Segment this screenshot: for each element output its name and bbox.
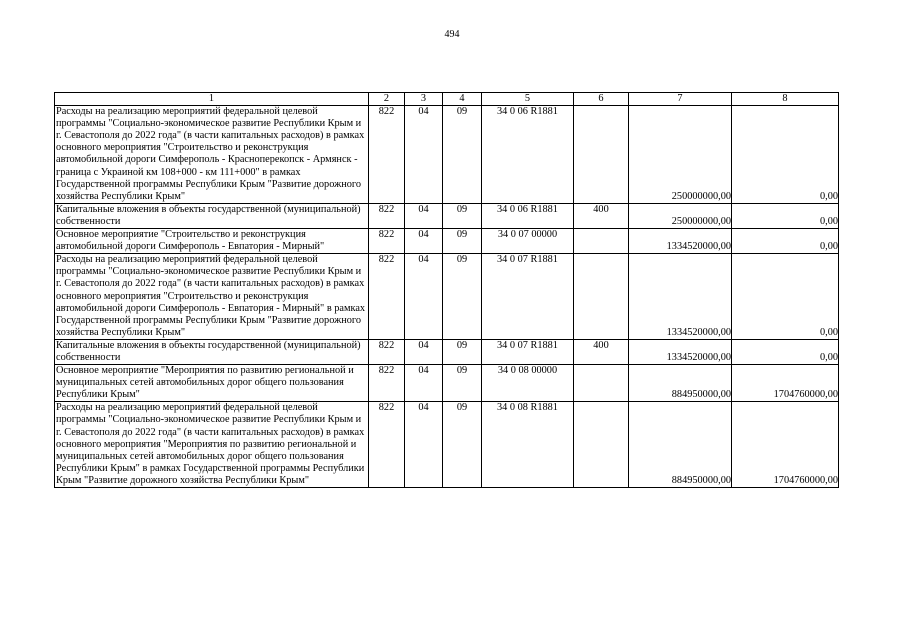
ministry-code-cell: 822: [369, 203, 405, 228]
amount-year2-cell: 0,00: [732, 339, 839, 364]
subsection-code-cell: 09: [443, 339, 482, 364]
expense-name-cell: Основное мероприятие "Строительство и реконструкция автомобильной дороги Симферополь - Евпатория - Мирный": [55, 229, 369, 254]
target-article-cell: 34 0 07 00000: [482, 229, 574, 254]
target-article-cell: 34 0 06 R1881: [482, 106, 574, 204]
amount-year1-cell: 1334520000,00: [629, 339, 732, 364]
table-row: [55, 229, 839, 254]
expense-type-cell: [574, 365, 629, 402]
expense-name-cell: Капитальные вложения в объекты государственной (муниципальной) собственности: [55, 339, 369, 364]
header-cell: 8: [732, 93, 839, 106]
ministry-code-cell: 822: [369, 339, 405, 364]
table-row: [55, 254, 839, 340]
expense-type-cell: [574, 106, 629, 204]
expense-name-cell: Основное мероприятие "Мероприятия по развитию региональной и муниципальных сетей автомобильных дорог общего пользования Республики Крым": [55, 365, 369, 402]
target-article-cell: 34 0 08 R1881: [482, 402, 574, 488]
page-number: 494: [444, 29, 460, 40]
ministry-code-cell: 822: [369, 402, 405, 488]
expense-name-cell: Расходы на реализацию мероприятий федеральной целевой программы "Социально-экономическое развитие Республики Крым и г. Севастополя до 2022 года" (в части капитальных расходов) в рамках основного мероприятия "Мероприятия по развитию региональной и муниципальных сетей автомобильных дорог общего пользования Республики Крым" в рамках Государственной программы Республики Крым "Развитие дорожного хозяйства Республики Крым": [55, 402, 369, 488]
amount-year2-cell: 0,00: [732, 254, 839, 340]
expense-type-cell: [574, 254, 629, 340]
expense-type-cell: [574, 402, 629, 488]
ministry-code-cell: 822: [369, 365, 405, 402]
amount-year2-cell: 0,00: [732, 203, 839, 228]
ministry-code-cell: 822: [369, 254, 405, 340]
amount-year2-cell: 0,00: [732, 106, 839, 204]
header-cell: 4: [443, 93, 482, 106]
header-cell: 1: [55, 93, 369, 106]
table-row: [55, 365, 839, 402]
section-code-cell: 04: [405, 254, 443, 340]
subsection-code-cell: 09: [443, 203, 482, 228]
target-article-cell: 34 0 06 R1881: [482, 203, 574, 228]
table-row: [55, 402, 839, 488]
amount-year1-cell: 1334520000,00: [629, 229, 732, 254]
amount-year1-cell: 250000000,00: [629, 106, 732, 204]
amount-year2-cell: 0,00: [732, 229, 839, 254]
section-code-cell: 04: [405, 203, 443, 228]
amount-year2-cell: 1704760000,00: [732, 402, 839, 488]
expense-type-cell: 400: [574, 339, 629, 364]
amount-year1-cell: 884950000,00: [629, 402, 732, 488]
ministry-code-cell: 822: [369, 229, 405, 254]
section-code-cell: 04: [405, 402, 443, 488]
ministry-code-cell: 822: [369, 106, 405, 204]
target-article-cell: 34 0 07 R1881: [482, 254, 574, 340]
amount-year1-cell: 1334520000,00: [629, 254, 732, 340]
header-cell: 7: [629, 93, 732, 106]
header-cell: 6: [574, 93, 629, 106]
amount-year2-cell: 1704760000,00: [732, 365, 839, 402]
table-row: [55, 106, 839, 204]
amount-year1-cell: 250000000,00: [629, 203, 732, 228]
section-code-cell: 04: [405, 365, 443, 402]
expense-name-cell: Капитальные вложения в объекты государственной (муниципальной) собственности: [55, 203, 369, 228]
expense-name-cell: Расходы на реализацию мероприятий федеральной целевой программы "Социально-экономическое развитие Республики Крым и г. Севастополя до 2022 года" (в части капитальных расходов) в рамках основного мероприятия "Строительство и реконструкция автомобильной дороги Симферополь - Красноперекопск - Армянск - граница с Украиной км 108+000 - км 111+000" в рамках Государственной программы Республики Крым "Развитие дорожного хозяйства Республики Крым": [55, 106, 369, 204]
section-code-cell: 04: [405, 339, 443, 364]
table-header-row: [55, 93, 839, 106]
subsection-code-cell: 09: [443, 229, 482, 254]
header-cell: 3: [405, 93, 443, 106]
expense-type-cell: 400: [574, 203, 629, 228]
section-code-cell: 04: [405, 229, 443, 254]
table-row: [55, 203, 839, 228]
header-cell: 5: [482, 93, 574, 106]
expense-name-cell: Расходы на реализацию мероприятий федеральной целевой программы "Социально-экономическое развитие Республики Крым и г. Севастополя до 2022 года" (в части капитальных расходов) в рамках основного мероприятия "Строительство и реконструкция автомобильной дороги Симферополь - Евпатория - Мирный" в рамках Государственной программы Республики Крым "Развитие дорожного хозяйства Республики Крым": [55, 254, 369, 340]
target-article-cell: 34 0 07 R1881: [482, 339, 574, 364]
target-article-cell: 34 0 08 00000: [482, 365, 574, 402]
section-code-cell: 04: [405, 106, 443, 204]
budget-table: [54, 92, 839, 488]
expense-type-cell: [574, 229, 629, 254]
amount-year1-cell: 884950000,00: [629, 365, 732, 402]
subsection-code-cell: 09: [443, 106, 482, 204]
table-row: [55, 339, 839, 364]
subsection-code-cell: 09: [443, 254, 482, 340]
subsection-code-cell: 09: [443, 365, 482, 402]
subsection-code-cell: 09: [443, 402, 482, 488]
header-cell: 2: [369, 93, 405, 106]
